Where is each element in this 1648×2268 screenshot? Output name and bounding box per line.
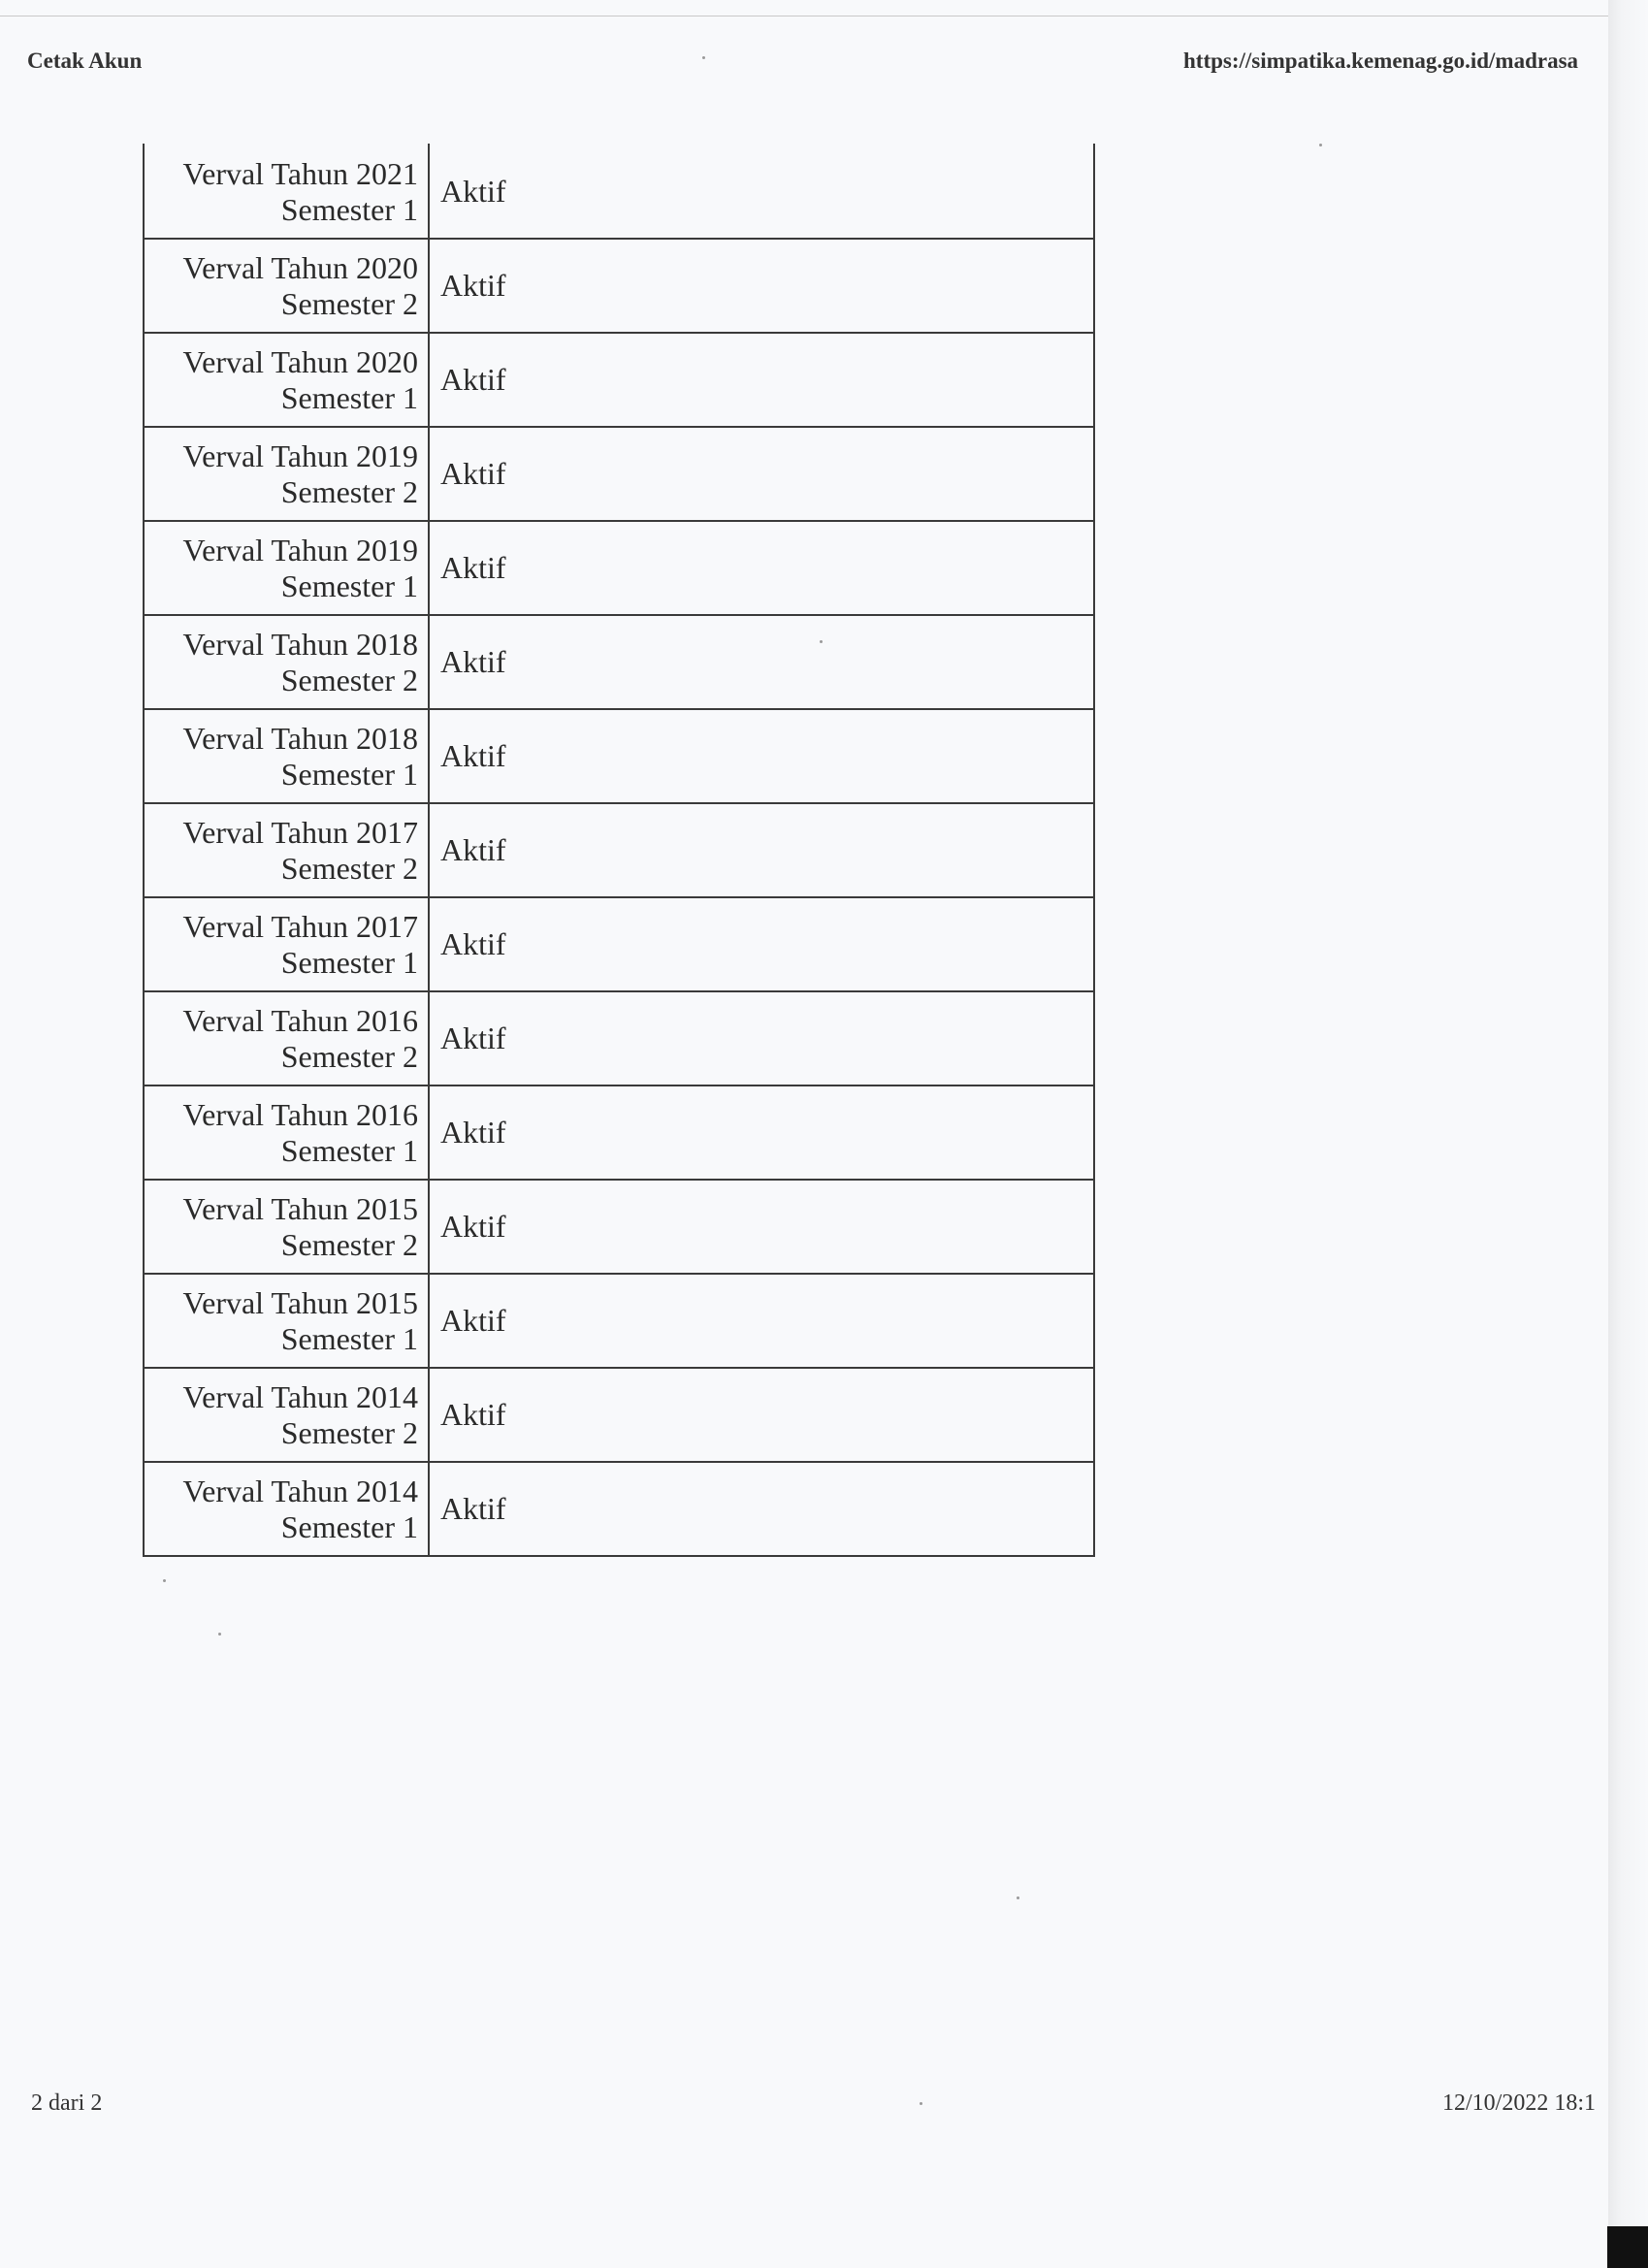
verval-status-cell: Aktif <box>429 333 1094 427</box>
scan-edge-shadow <box>1608 0 1648 2268</box>
verval-status-cell: Aktif <box>429 521 1094 615</box>
verval-period-cell <box>144 333 429 427</box>
verval-year-label: Verval Tahun 2014 <box>182 1473 418 1508</box>
verval-status-cell: Aktif <box>429 897 1094 991</box>
verval-status-cell: Aktif <box>429 1462 1094 1556</box>
table-row <box>144 1462 1094 1556</box>
verval-period-cell <box>144 897 429 991</box>
verval-semester-label: Semester 2 <box>280 473 418 509</box>
verval-semester-label: Semester 2 <box>280 285 418 321</box>
verval-period-cell <box>144 803 429 897</box>
table-row <box>144 1274 1094 1368</box>
verval-year-label: Verval Tahun 2017 <box>182 908 418 944</box>
table-row <box>144 1368 1094 1462</box>
page-header-title: Cetak Akun <box>27 49 143 73</box>
verval-status-cell: Aktif <box>429 427 1094 521</box>
verval-status-cell: Aktif <box>429 1180 1094 1274</box>
verval-semester-label: Semester 1 <box>280 944 418 980</box>
verval-period-cell <box>144 146 429 239</box>
verval-year-label: Verval Tahun 2020 <box>182 249 418 285</box>
scan-speck <box>920 2102 922 2105</box>
verval-semester-label: Semester 2 <box>280 1226 418 1262</box>
verval-period-cell <box>144 709 429 803</box>
verval-status-cell: Aktif <box>429 615 1094 709</box>
table-row <box>144 709 1094 803</box>
page-number: 2 dari 2 <box>31 2090 103 2116</box>
table-row <box>144 146 1094 239</box>
verval-year-label: Verval Tahun 2019 <box>182 437 418 473</box>
verval-period-cell <box>144 1368 429 1462</box>
verval-semester-label: Semester 1 <box>280 379 418 415</box>
verval-period-cell <box>144 1274 429 1368</box>
verval-period-cell <box>144 1180 429 1274</box>
verval-semester-label: Semester 1 <box>280 1132 418 1168</box>
verval-year-label: Verval Tahun 2019 <box>182 532 418 567</box>
verval-table-body <box>144 146 1094 1556</box>
verval-status-cell: Aktif <box>429 146 1094 239</box>
scan-corner-mark <box>1607 2226 1648 2268</box>
verval-semester-label: Semester 2 <box>280 1038 418 1074</box>
scan-speck <box>1319 144 1322 146</box>
verval-status-cell: Aktif <box>429 1274 1094 1368</box>
verval-semester-label: Semester 1 <box>280 756 418 792</box>
verval-period-cell <box>144 239 429 333</box>
verval-year-label: Verval Tahun 2018 <box>182 720 418 756</box>
verval-status-cell: Aktif <box>429 803 1094 897</box>
scan-speck <box>1017 1896 1019 1899</box>
verval-semester-label: Semester 2 <box>280 1414 418 1450</box>
table-row <box>144 615 1094 709</box>
verval-year-label: Verval Tahun 2015 <box>182 1190 418 1226</box>
verval-year-label: Verval Tahun 2014 <box>182 1378 418 1414</box>
table-row <box>144 427 1094 521</box>
verval-status-cell: Aktif <box>429 1085 1094 1180</box>
table-row <box>144 803 1094 897</box>
verval-year-label: Verval Tahun 2015 <box>182 1284 418 1320</box>
table-row <box>144 1180 1094 1274</box>
scan-speck <box>218 1633 221 1636</box>
verval-semester-label: Semester 1 <box>280 1320 418 1356</box>
verval-period-cell <box>144 1462 429 1556</box>
verval-status-cell: Aktif <box>429 709 1094 803</box>
verval-period-cell <box>144 1085 429 1180</box>
verval-semester-label: Semester 2 <box>280 662 418 697</box>
scan-speck <box>702 56 705 59</box>
verval-status-table <box>143 146 1095 1557</box>
scan-speck <box>820 640 823 643</box>
verval-semester-label: Semester 1 <box>280 191 418 227</box>
verval-year-label: Verval Tahun 2021 <box>182 155 418 191</box>
verval-period-cell <box>144 991 429 1085</box>
verval-semester-label: Semester 1 <box>280 1508 418 1544</box>
table-row <box>144 991 1094 1085</box>
verval-year-label: Verval Tahun 2016 <box>182 1002 418 1038</box>
table-row <box>144 239 1094 333</box>
table-row <box>144 1085 1094 1180</box>
verval-year-label: Verval Tahun 2017 <box>182 814 418 850</box>
verval-year-label: Verval Tahun 2018 <box>182 626 418 662</box>
verval-period-cell <box>144 427 429 521</box>
verval-period-cell <box>144 521 429 615</box>
verval-year-label: Verval Tahun 2020 <box>182 343 418 379</box>
verval-status-cell: Aktif <box>429 991 1094 1085</box>
print-datetime: 12/10/2022 18:1 <box>1442 2090 1597 2116</box>
verval-status-cell: Aktif <box>429 1368 1094 1462</box>
verval-semester-label: Semester 1 <box>280 567 418 603</box>
table-row <box>144 333 1094 427</box>
verval-year-label: Verval Tahun 2016 <box>182 1096 418 1132</box>
scan-speck <box>163 1579 166 1582</box>
page-header-url: https://simpatika.kemenag.go.id/madrasa <box>1183 49 1579 73</box>
verval-semester-label: Semester 2 <box>280 850 418 886</box>
verval-period-cell <box>144 615 429 709</box>
verval-status-cell: Aktif <box>429 239 1094 333</box>
table-row <box>144 897 1094 991</box>
table-row <box>144 521 1094 615</box>
